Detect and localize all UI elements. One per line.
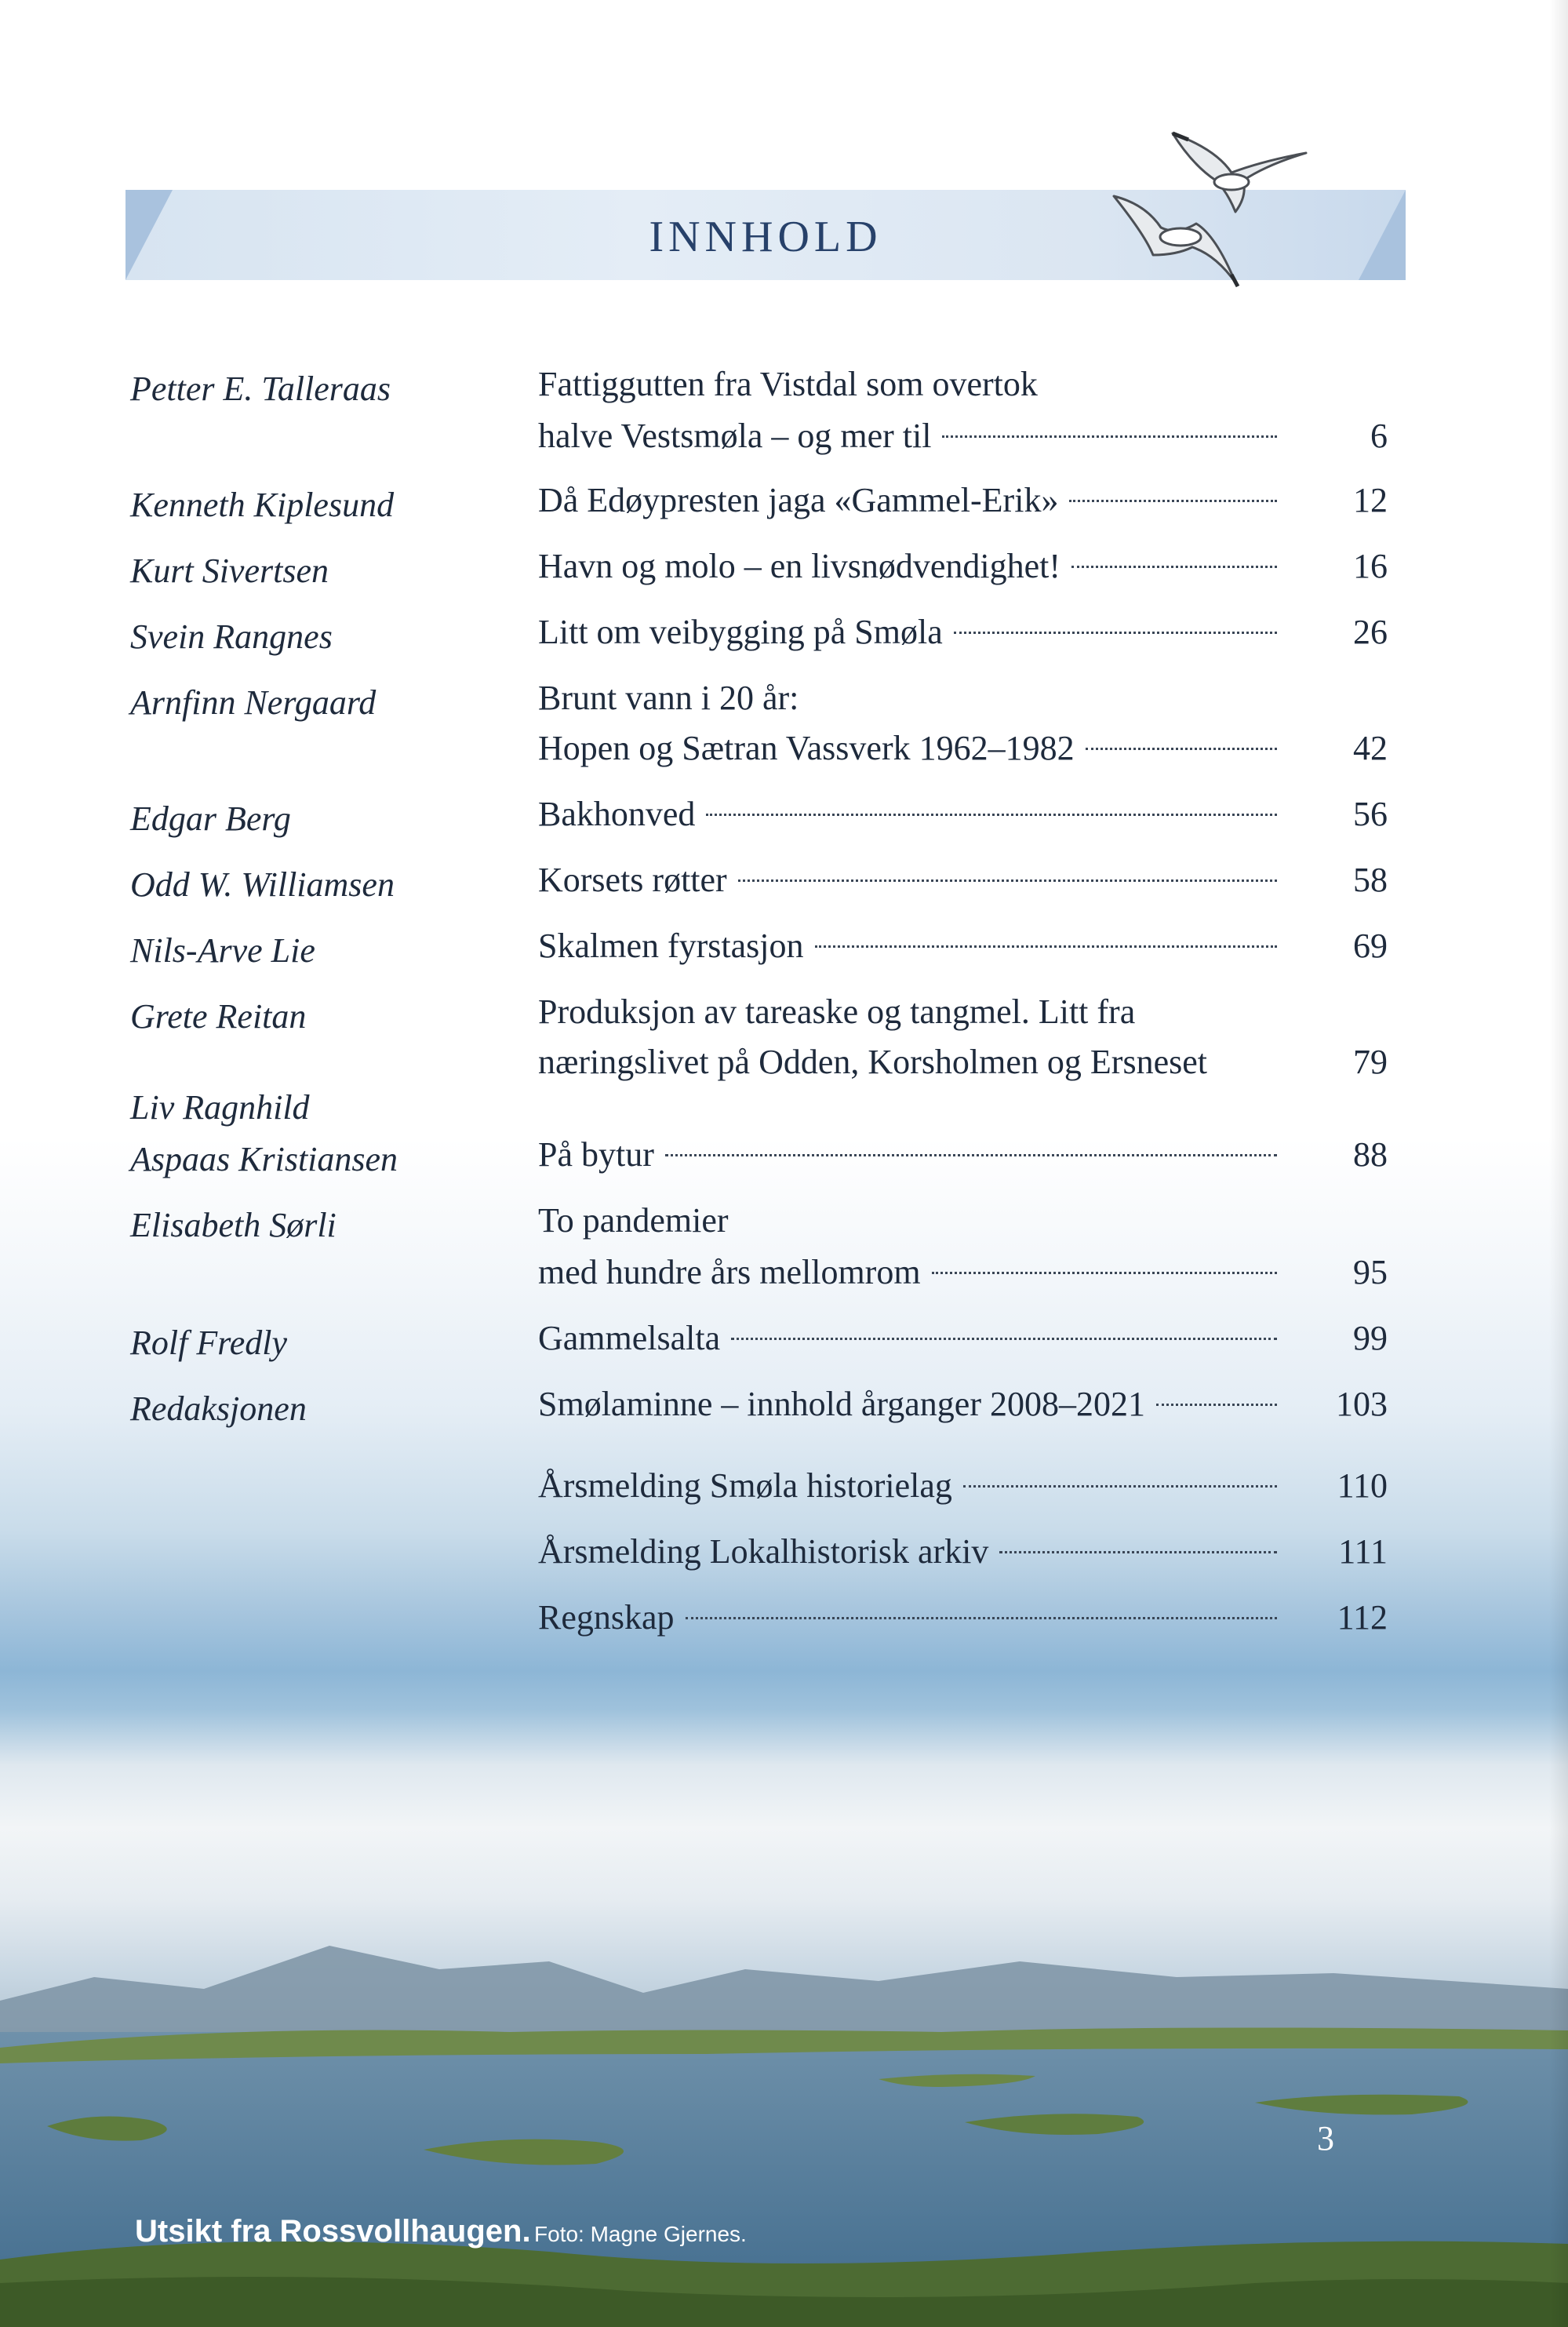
toc-title-line: Skalmen fyrstasjon — [538, 927, 804, 965]
caption-title: Utsikt fra Rossvollhaugen. — [135, 2214, 531, 2249]
toc-entry[interactable] — [538, 723, 1283, 774]
toc-title-line[interactable]: næringslivet på Odden, Korsholmen og Ersneset — [538, 1043, 1207, 1081]
toc-page-number: 88 — [1353, 1135, 1388, 1174]
toc-page-number: 26 — [1353, 613, 1388, 651]
toc-title-line: Gammelsalta — [538, 1319, 721, 1357]
toc-author: Nils-Arve Lie — [130, 931, 315, 970]
toc-entry[interactable] — [538, 606, 1283, 658]
seagulls-illustration — [1098, 118, 1381, 322]
caption-credit: Foto: Magne Gjernes. — [534, 2222, 747, 2246]
leader-dots — [963, 1485, 1277, 1488]
toc-author: Liv Ragnhild — [130, 1088, 310, 1127]
toc-entry[interactable] — [538, 541, 1283, 592]
toc-title-line: Årsmelding Smøla historielag — [538, 1466, 952, 1505]
toc-title-line: Brunt vann i 20 år: — [538, 679, 799, 717]
toc-entry[interactable] — [538, 1460, 1283, 1512]
toc-author: Arnfinn Nergaard — [130, 683, 377, 722]
leader-dots — [815, 945, 1277, 948]
toc-author: Aspaas Kristiansen — [130, 1140, 398, 1178]
toc-page-number: 42 — [1353, 729, 1388, 767]
toc-title-line: Fattiggutten fra Vistdal som overtok — [538, 365, 1038, 403]
toc-page-number: 69 — [1353, 927, 1388, 965]
toc-title-line: Regnskap — [538, 1598, 675, 1637]
toc-title-line: På bytur — [538, 1135, 654, 1174]
leader-dots — [738, 879, 1277, 882]
photo-caption — [135, 2214, 747, 2249]
toc-title-line: Havn og molo – en livsnødvendighet! — [538, 547, 1061, 585]
toc-author: Odd W. Williamsen — [130, 865, 395, 904]
page-edge-shadow — [1549, 0, 1568, 2327]
toc-entry[interactable] — [538, 1129, 1283, 1181]
leader-dots — [706, 814, 1277, 816]
leader-dots — [1086, 748, 1277, 750]
leader-dots — [942, 435, 1277, 438]
toc-author: Redaksjonen — [130, 1389, 307, 1428]
toc-entry[interactable] — [538, 788, 1283, 840]
toc-page-number: 6 — [1370, 417, 1388, 455]
toc-title-line: Smølaminne – innhold årganger 2008–2021 — [538, 1385, 1145, 1423]
toc-page-number: 110 — [1337, 1466, 1388, 1505]
toc-title-line: To pandemier — [538, 1201, 729, 1240]
toc-entry[interactable] — [538, 1247, 1283, 1298]
toc-entry[interactable] — [538, 1378, 1283, 1430]
toc-title-line: Årsmelding Lokalhistorisk arkiv — [538, 1532, 989, 1571]
seagull-lower-icon — [1114, 196, 1238, 286]
page-number: 3 — [1317, 2119, 1334, 2158]
leader-dots — [954, 632, 1277, 634]
toc-page-number: 58 — [1353, 861, 1388, 899]
toc-title-line: Bakhonved — [538, 795, 696, 833]
toc-title-line: Korsets røtter — [538, 861, 727, 899]
toc-page-number: 79 — [1353, 1043, 1388, 1081]
toc-author: Kenneth Kiplesund — [130, 486, 395, 524]
toc-page-number: 16 — [1353, 547, 1388, 585]
seagull-upper-icon — [1173, 133, 1306, 212]
toc-page-number: 103 — [1336, 1385, 1388, 1423]
page-title: INNHOLD — [649, 213, 882, 261]
mountain-range — [0, 1946, 1568, 2040]
leader-dots — [1156, 1404, 1277, 1406]
toc-page-number: 95 — [1353, 1253, 1388, 1291]
leader-dots — [932, 1272, 1277, 1274]
leader-dots — [1071, 566, 1277, 568]
toc-title-line: Hopen og Sætran Vassverk 1962–1982 — [538, 729, 1075, 767]
leader-dots — [999, 1551, 1277, 1553]
toc-author: Kurt Sivertsen — [130, 552, 329, 590]
toc-title-line: Produksjon av tareaske og tangmel. Litt fra — [538, 992, 1136, 1031]
toc-title-line: Då Edøypresten jaga «Gammel-Erik» — [538, 481, 1059, 519]
toc-entry[interactable] — [538, 854, 1283, 906]
leader-dots — [1069, 500, 1277, 502]
toc-entry[interactable] — [538, 1526, 1283, 1578]
toc-title-line: halve Vestsmøla – og mer til — [538, 417, 932, 455]
toc-entry[interactable] — [538, 475, 1283, 526]
leader-dots — [665, 1154, 1277, 1156]
toc-entry[interactable] — [538, 410, 1283, 462]
toc-entry[interactable] — [538, 1313, 1283, 1364]
toc-author: Elisabeth Sørli — [130, 1206, 337, 1244]
toc-page-number: 111 — [1338, 1532, 1388, 1571]
toc-author: Rolf Fredly — [130, 1324, 287, 1362]
toc-page-number: 12 — [1353, 481, 1388, 519]
leader-dots — [686, 1617, 1277, 1619]
toc-author: Edgar Berg — [130, 799, 291, 838]
toc-author: Petter E. Talleraas — [130, 370, 391, 408]
toc-title-line: med hundre års mellomrom — [538, 1253, 921, 1291]
toc-page-number: 56 — [1353, 795, 1388, 833]
toc-entry[interactable] — [538, 920, 1283, 972]
toc-author: Svein Rangnes — [130, 617, 333, 656]
leader-dots — [731, 1338, 1277, 1340]
toc-page-number: 99 — [1353, 1319, 1388, 1357]
toc-page-number: 112 — [1337, 1598, 1388, 1637]
toc-author: Grete Reitan — [130, 997, 307, 1036]
toc-title-line: Litt om veibygging på Smøla — [538, 613, 943, 651]
toc-entry[interactable] — [538, 1592, 1283, 1644]
